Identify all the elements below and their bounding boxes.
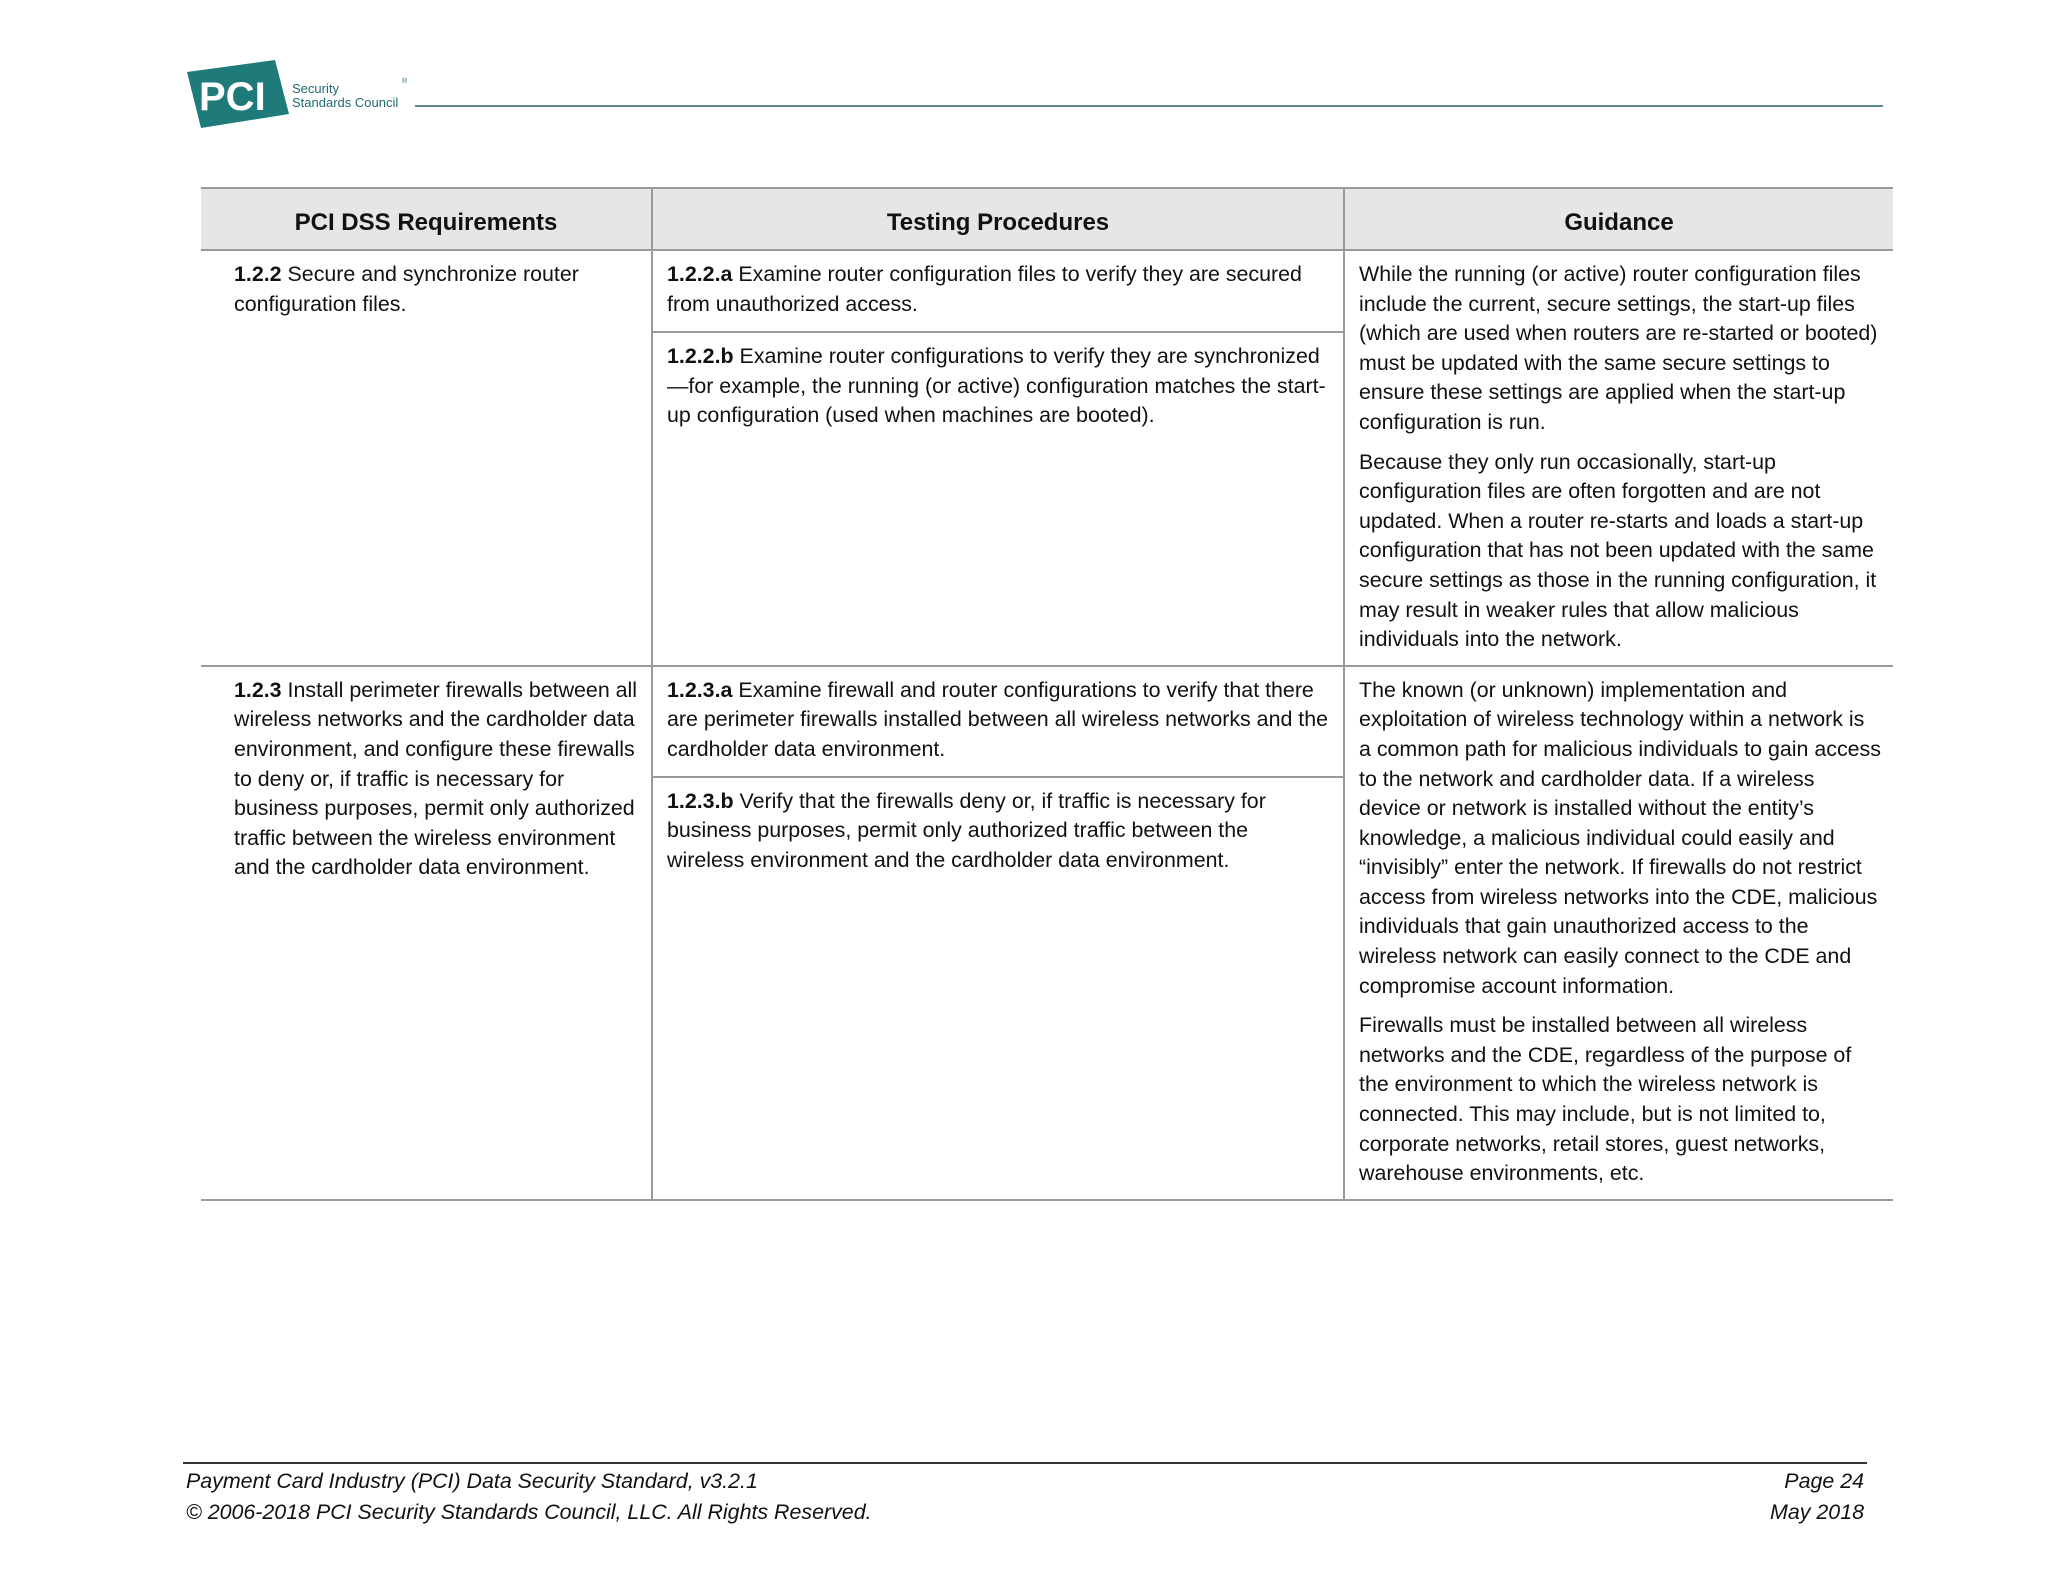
logo-wordmark: PCI bbox=[199, 75, 266, 119]
logo-registered-mark: ® bbox=[402, 78, 408, 85]
logo-line2: Standards Council bbox=[292, 95, 399, 110]
header-requirements: PCI DSS Requirements bbox=[201, 188, 652, 250]
testing-procedure-text: Examine router configurations to verify they are synchronized—for example, the running (or active) configuration matches the start-up configuration (used when machines are booted). bbox=[667, 344, 1326, 428]
requirement-text: Secure and synchronize router configuration files. bbox=[234, 262, 579, 316]
testing-procedure-cell bbox=[652, 666, 1344, 777]
testing-procedure-text: Examine firewall and router configurations to verify that there are perimeter firewalls installed between all wireless networks and the cardholder data environment. bbox=[667, 677, 1329, 761]
footer-date: May 2018 bbox=[1770, 1500, 1864, 1524]
guidance-cell bbox=[1344, 666, 1893, 1200]
footer-doc-title: Payment Card Industry (PCI) Data Security Standard, v3.2.1 bbox=[186, 1469, 758, 1493]
testing-procedure-cell bbox=[652, 250, 1344, 332]
requirement-id: 1.2.2 bbox=[234, 262, 282, 286]
testing-procedure-text: Verify that the firewalls deny or, if traffic is necessary for business purposes, permit only authorized traffic between the wireless environment and the cardholder data environment. bbox=[667, 788, 1266, 872]
guidance-paragraph: Firewalls must be installed between all wireless networks and the CDE, regardless of the purpose of the environment to which the wireless network is connected. This may include, but is not limited to, corporate networks, retail stores, guest networks, warehouse environments, etc. bbox=[1359, 1013, 1852, 1186]
testing-procedure-id: 1.2.2.b bbox=[667, 344, 734, 368]
guidance-cell bbox=[1344, 250, 1893, 666]
requirement-id: 1.2.3 bbox=[234, 677, 282, 702]
logo-line1: Security bbox=[292, 81, 339, 96]
testing-procedure-cell bbox=[652, 332, 1344, 666]
testing-procedure-id: 1.2.3.b bbox=[667, 788, 734, 813]
table-row bbox=[201, 666, 1893, 777]
testing-procedure-id: 1.2.3.a bbox=[667, 677, 733, 702]
guidance-paragraph: Because they only run occasionally, start-up configuration files are often forgotten and are not updated. When a router re-starts and loads a start-up configuration that has not been updated with the same secure settings as those in the running configuration, it may result in weaker rules that allow malicious individuals into the network. bbox=[1359, 449, 1877, 652]
footer-page-number: Page 24 bbox=[1784, 1469, 1864, 1493]
table-header-row bbox=[201, 188, 1893, 250]
testing-procedure-id: 1.2.2.a bbox=[667, 262, 733, 286]
requirement-cell bbox=[201, 666, 652, 1200]
requirement-text: Install perimeter firewalls between all wireless networks and the cardholder data environment, and configure these firewalls to deny or, if traffic is necessary for business purposes, permit only authorized traffic between the wireless environment and the cardholder data environment. bbox=[234, 677, 638, 880]
table-row bbox=[201, 250, 1893, 332]
header-guidance: Guidance bbox=[1344, 188, 1893, 250]
header-testing-procedures: Testing Procedures bbox=[652, 188, 1344, 250]
requirements-table bbox=[201, 187, 1893, 1201]
footer-left bbox=[186, 1466, 872, 1528]
header-rule bbox=[415, 105, 1883, 107]
testing-procedure-text: Examine router configuration files to verify they are secured from unauthorized access. bbox=[667, 262, 1302, 316]
testing-procedure-cell bbox=[652, 777, 1344, 1200]
footer-rule bbox=[183, 1462, 1867, 1464]
logo-text bbox=[292, 82, 398, 110]
guidance-paragraph: While the running (or active) router configuration files include the current, secure settings, the start-up files (which are used when routers are re-started or booted) must be updated with the same secure settings to ensure these settings are applied when the start-up configuration is run. bbox=[1359, 262, 1878, 434]
guidance-paragraph: The known (or unknown) implementation and exploitation of wireless technology within a network is a common path for malicious individuals to gain access to the network and cardholder data. If a wireless device or network is installed without the entity’s knowledge, a malicious individual could easily and “invisibly” enter the network. If firewalls do not restrict access from wireless networks into the CDE, malicious individuals that gain unauthorized access to the wireless network can easily connect to the CDE and compromise account information. bbox=[1359, 677, 1881, 998]
pci-logo bbox=[185, 58, 415, 132]
footer-copyright: © 2006-2018 PCI Security Standards Council, LLC. All Rights Reserved. bbox=[186, 1500, 872, 1524]
footer-right bbox=[1770, 1466, 1864, 1528]
pci-logo-mark-icon bbox=[185, 58, 289, 130]
requirement-cell bbox=[201, 250, 652, 666]
